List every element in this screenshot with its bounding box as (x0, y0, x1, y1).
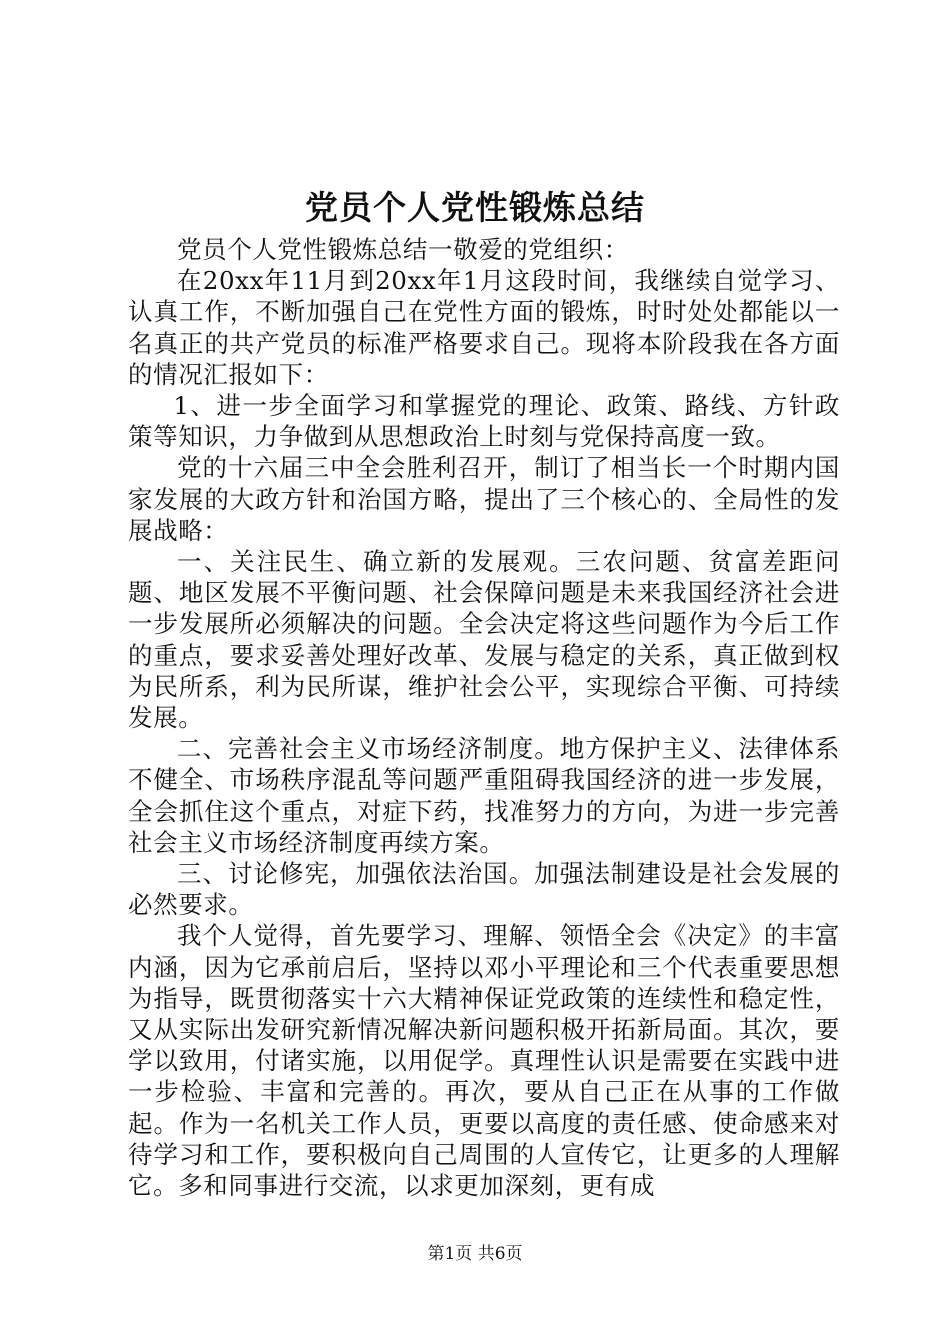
strategy-1-paragraph: 一、关注民生、确立新的发展观。三农问题、贫富差距问题、地区发展不平衡问题、社会保障问题是未来我国经济社会进一步发展所必须解决的问题。全会决定将这些问题作为今后工作的重点，要求妥善处理好改革、发展与稳定的关系，真正做到权为民所系，利为民所谋，维护社会公平，实现综合平衡、可持续发展。 (128, 547, 840, 733)
item-1-paragraph: 1、进一步全面学习和掌握党的理论、政策、路线、方针政策等知识，力争做到从思想政治上时刻与党保持高度一致。 (128, 391, 840, 452)
plenum-paragraph: 党的十六届三中全会胜利召开，制订了相当长一个时期内国家发展的大政方针和治国方略，提出了三个核心的、全局性的发展战略： (128, 453, 840, 545)
intro-paragraph: 在20xx年11月到20xx年1月这段时间，我继续自觉学习、认真工作，不断加强自己在党性方面的锻炼，时时处处都能以一名真正的共产党员的标准严格要求自己。现将本阶段我在各方面的情况汇报如下： (128, 266, 840, 389)
salutation-paragraph: 党员个人党性锻炼总结一敬爱的党组织： (177, 235, 629, 264)
document-body (128, 234, 840, 1201)
page-number-footer: 第1页 共6页 (427, 1244, 523, 1264)
personal-view-paragraph: 我个人觉得，首先要学习、理解、领悟全会《决定》的丰富内涵，因为它承前启后，坚持以邓小平理论和三个代表重要思想为指导，既贯彻落实十六大精神保证党政策的连续性和稳定性，又从实际出发研究新情况解决新问题积极开拓新局面。其次，要学以致用，付诸实施，以用促学。真理性认识是需要在实践中进一步检验、丰富和完善的。再次，要从自己正在从事的工作做起。作为一名机关工作人员，更要以高度的责任感、使命感来对待学习和工作，要积极向自己周围的人宣传它，让更多的人理解它。多和同事进行交流，以求更加深刻，更有成 (128, 921, 840, 1201)
document-title: 党员个人党性锻炼总结 (305, 188, 645, 227)
strategy-2-paragraph: 二、完善社会主义市场经济制度。地方保护主义、法律体系不健全、市场秩序混乱等问题严重阻碍我国经济的进一步发展，全会抓住这个重点，对症下药，找准努力的方向，为进一步完善社会主义市场经济制度再续方案。 (128, 734, 840, 857)
strategy-3-paragraph: 三、讨论修宪，加强依法治国。加强法制建设是社会发展的必然要求。 (128, 859, 840, 920)
